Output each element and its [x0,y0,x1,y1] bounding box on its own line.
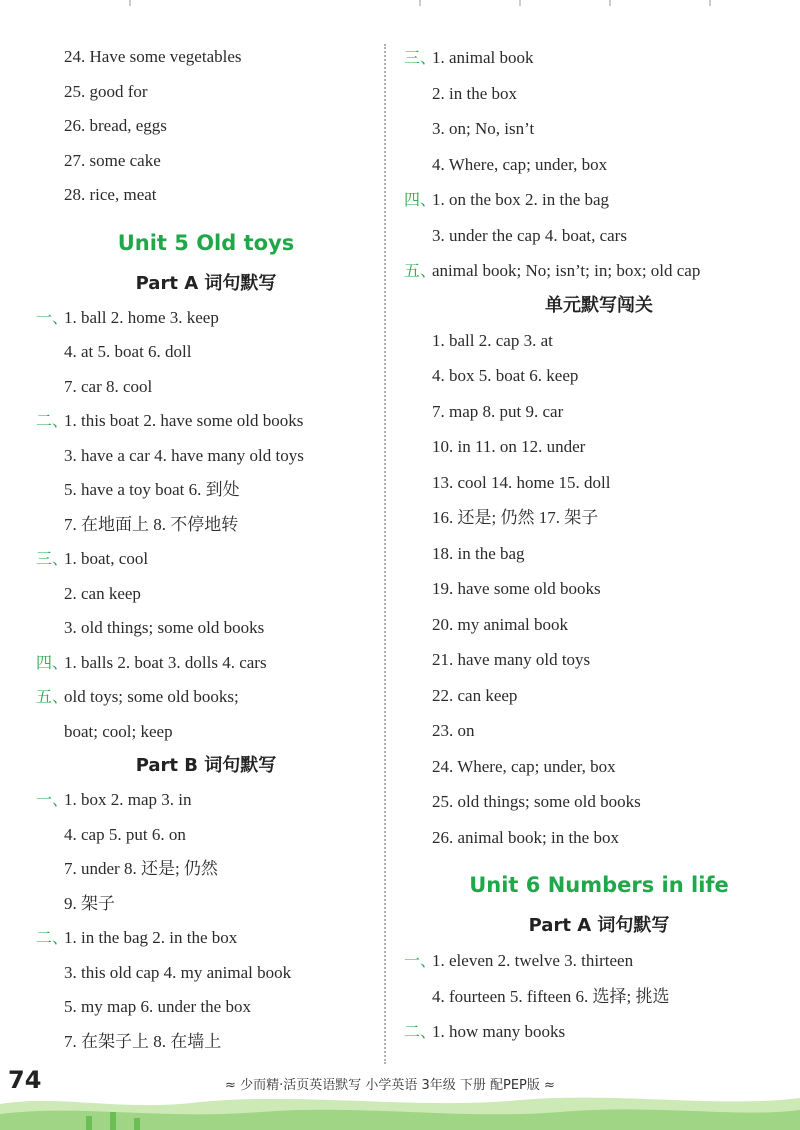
answer-line [36,852,376,887]
answer-text: 4. fourteen 5. fifteen 6. 选择; 挑选 [432,986,670,1006]
answer-line [36,301,376,336]
answer-line [404,358,794,394]
question-number: 三、 [36,549,69,568]
answer-line [36,1025,376,1060]
answer-text: boat; cool; keep [64,721,173,741]
answer-line [36,404,376,439]
question-number: 二、 [36,411,69,430]
answer-line [36,887,376,922]
answer-text: 13. cool 14. home 15. doll [432,472,611,492]
question-number: 二、 [36,928,69,947]
answer-text: 1. how many books [432,1022,566,1041]
answer-text: 7. 在地面上 8. 不停地转 [64,514,239,534]
answer-text: 7. map 8. put 9. car [432,401,564,421]
answer-text: 23. on [432,721,475,740]
answer-line [36,783,376,818]
answer-line [404,76,794,112]
answer-text: 1. in the bag 2. in the box [64,928,238,947]
answer-line [404,536,794,572]
answer-line [404,607,794,643]
answer-text: 25. good for [64,81,148,101]
answer-line [404,465,794,501]
answer-text: 20. my animal book [432,614,568,634]
answer-line [36,508,376,543]
answer-text: 1. on the box 2. in the bag [432,190,610,209]
question-number: 一、 [36,307,69,327]
section-title: Part B 词句默写 [135,755,277,776]
column-divider [384,44,386,1064]
answer-text: 18. in the bag [432,543,525,563]
answer-text: 5. my map 6. under the box [64,997,251,1016]
question-number: 四、 [36,652,69,672]
answer-line [404,943,794,979]
answer-line [36,680,376,715]
answer-text: 4. at 5. boat 6. doll [64,342,192,361]
answer-line [404,218,794,254]
answer-text: 1. ball 2. cap 3. at [432,330,553,350]
answer-text: 2. in the box [432,83,517,103]
answer-line [404,1014,794,1050]
answer-line [404,571,794,607]
answer-text: old toys; some old books; [64,687,239,706]
answer-text: animal book; No; isn’t; in; box; old cap [432,261,701,280]
answer-text: 4. cap 5. put 6. on [64,824,186,844]
answer-text: 7. 在架子上 8. 在墙上 [64,1031,222,1051]
question-number: 五、 [36,687,69,706]
answer-text: 7. car 8. cool [64,376,153,396]
question-number: 五、 [404,261,437,280]
answer-text: 4. Where, cap; under, box [432,154,608,174]
answer-text: 26. bread, eggs [64,116,167,135]
answer-line [404,642,794,678]
unit-title: Unit 6 Numbers in life [469,873,729,897]
answer-line [36,75,376,110]
answer-line [36,473,376,508]
answer-text: 19. have some old books [432,579,601,598]
question-number: 一、 [36,790,69,809]
answer-text: 3. old things; some old books [64,618,265,637]
answer-line [36,439,376,474]
question-number: 一、 [404,951,437,970]
answer-text: 3. under the cap 4. boat, cars [432,225,627,245]
answer-line [404,323,794,359]
answer-text: 3. this old cap 4. my animal book [64,962,292,982]
page-number: 74 [8,1066,42,1094]
answer-line [36,370,376,405]
answer-line [36,335,376,370]
answer-line [36,956,376,991]
answer-text: 2. can keep [64,583,141,603]
right-column [404,40,794,1050]
answer-text: 25. old things; some old books [432,792,641,811]
answer-line [36,990,376,1025]
section-title: Part A 词句默写 [528,915,670,936]
answer-text: 7. under 8. 还是; 仍然 [64,859,218,878]
answer-line [404,40,794,76]
answer-text: 16. 还是; 仍然 17. 架子 [432,508,599,527]
answer-text: 3. have a car 4. have many old toys [64,445,304,465]
answer-text: 1. ball 2. home 3. keep [64,307,219,327]
answer-text: 1. eleven 2. twelve 3. thirteen [432,951,634,970]
answer-text: 26. animal book; in the box [432,827,619,847]
answer-line [36,178,376,213]
answer-line [404,253,794,289]
answer-line [36,577,376,612]
section-title: 单元默写闯关 [545,294,653,316]
answer-line [36,542,376,577]
answer-line [404,111,794,147]
answer-text: 24. Have some vegetables [64,47,242,66]
answer-line [404,713,794,749]
answer-text: 1. balls 2. boat 3. dolls 4. cars [64,652,267,672]
question-number: 二、 [404,1022,437,1041]
left-column [36,40,376,1059]
answer-text: 1. this boat 2. have some old books [64,411,304,430]
footer-book-info: ≈ 少而精·活页英语默写 小学英语 3年级 下册 配PEP版 ≈ [225,1078,555,1093]
answer-text: 1. box 2. map 3. in [64,790,192,809]
answer-text: 1. boat, cool [64,549,149,568]
answer-text: 10. in 11. on 12. under [432,437,586,456]
answer-line [36,921,376,956]
answer-text: 4. box 5. boat 6. keep [432,366,579,385]
answer-line [36,109,376,144]
answer-line [404,749,794,785]
answer-line [36,40,376,75]
section-title: Part A 词句默写 [135,272,277,294]
answer-text: 1. animal book [432,48,534,67]
answer-line [404,678,794,714]
answer-text: 28. rice, meat [64,185,157,204]
answer-line [404,147,794,183]
question-number: 三、 [404,48,437,67]
answer-line [404,429,794,465]
answer-text: 9. 架子 [64,893,115,913]
answer-line [404,820,794,856]
answer-text: 3. on; No, isn’t [432,119,535,138]
answer-line [36,646,376,681]
answer-text: 24. Where, cap; under, box [432,756,616,776]
answer-line [36,611,376,646]
answer-line [404,500,794,536]
answer-line [36,715,376,750]
answer-text: 22. can keep [432,685,518,705]
top-edge-ticks [0,0,800,8]
answer-text: 27. some cake [64,150,161,170]
answer-text: 21. have many old toys [432,650,591,669]
footer-wave-decoration [0,1090,800,1130]
answer-line [36,818,376,853]
answer-line [404,979,794,1015]
question-number: 四、 [404,190,437,209]
answer-line [404,394,794,430]
answer-line [36,144,376,179]
answer-line [404,784,794,820]
answer-line [404,182,794,218]
unit-title: Unit 5 Old toys [117,230,295,255]
answer-text: 5. have a toy boat 6. 到处 [64,480,240,499]
